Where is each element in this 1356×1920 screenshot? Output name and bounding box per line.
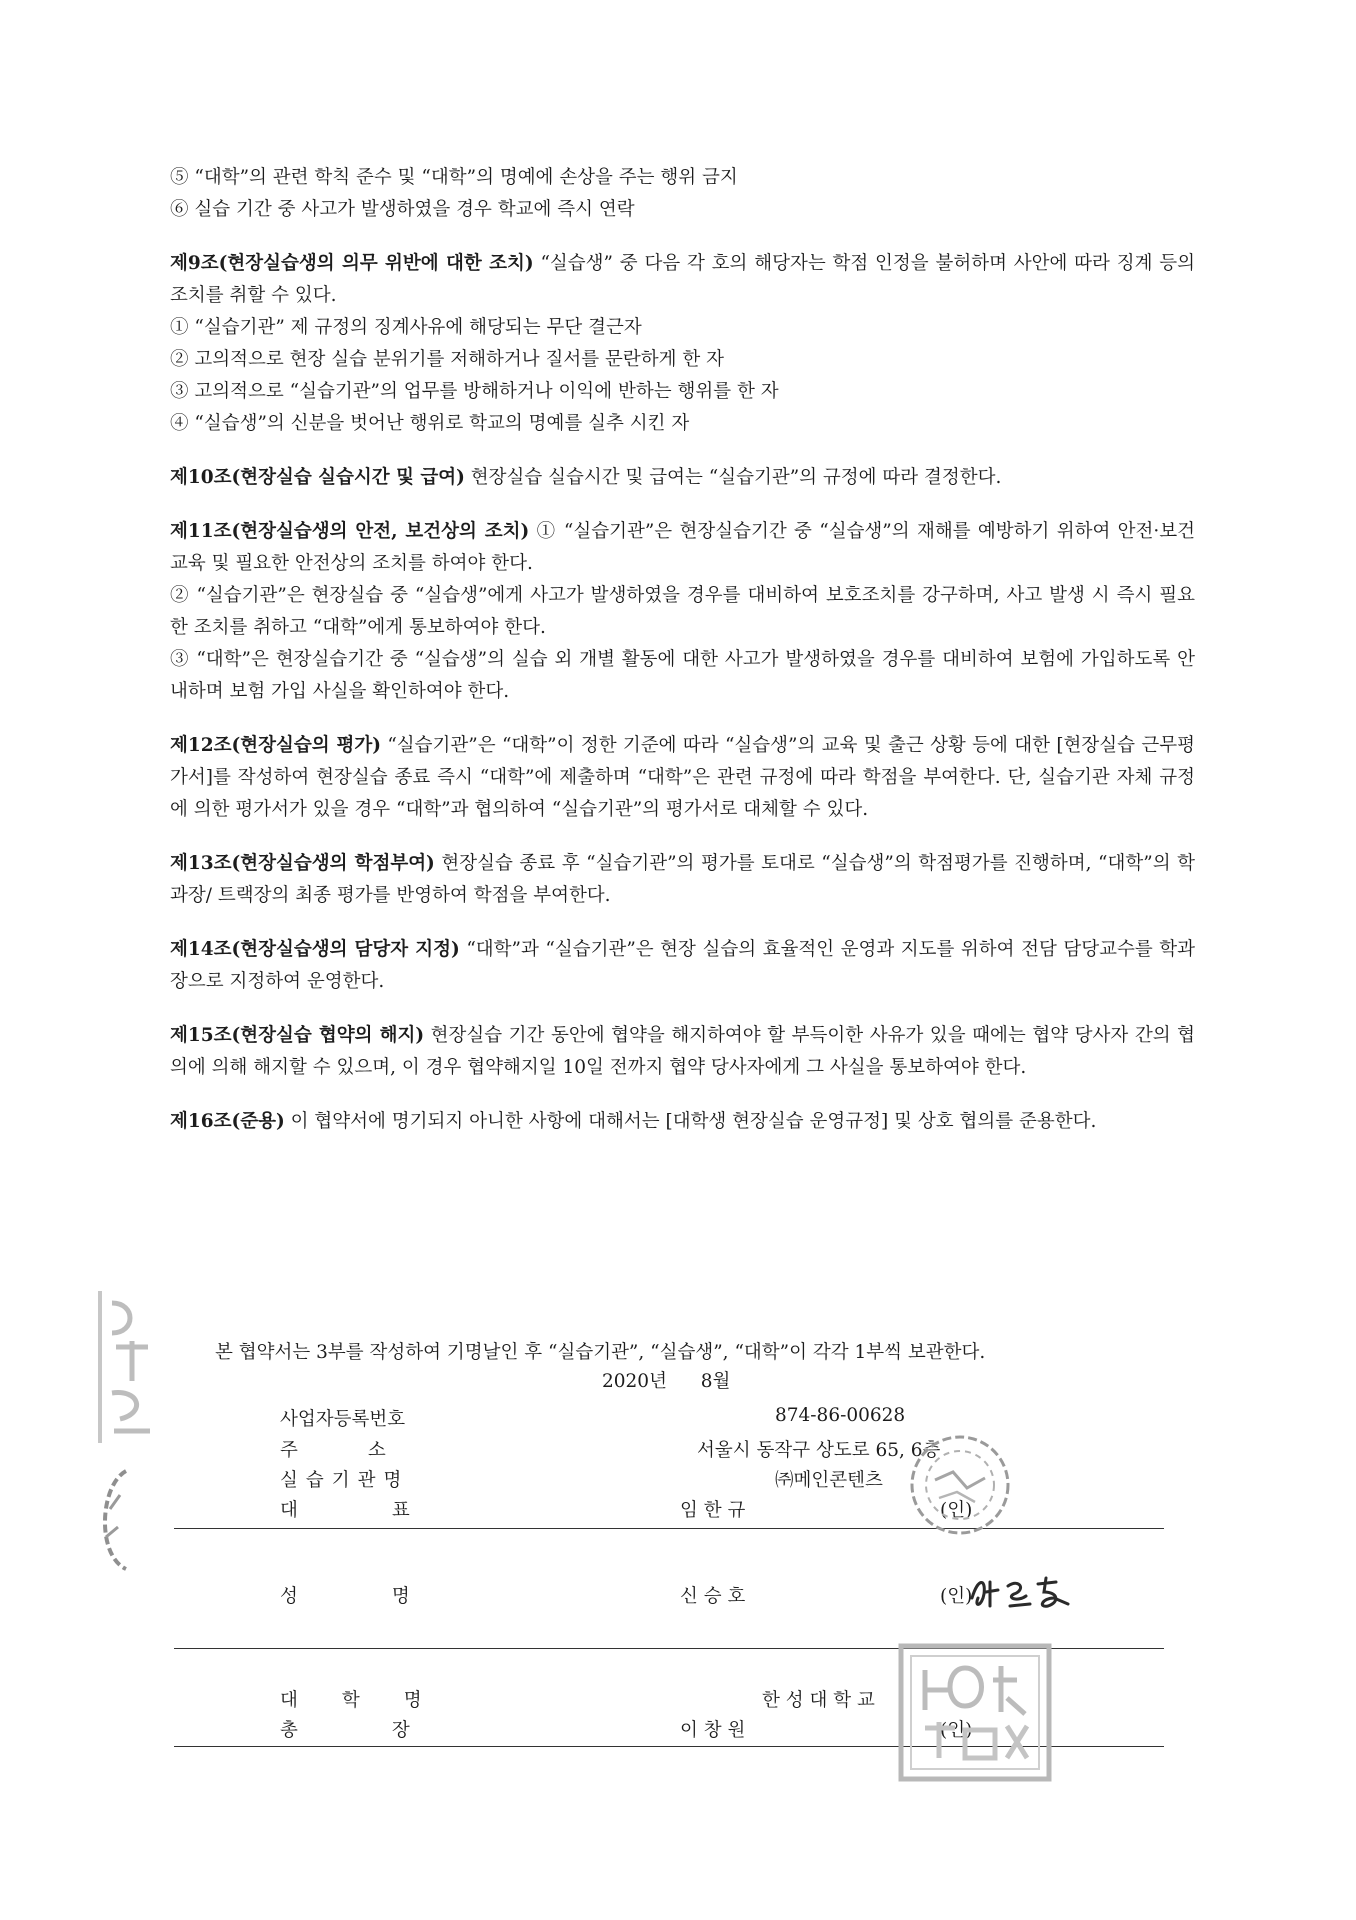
- list-item: ⑤ “대학”의 관련 학칙 준수 및 “대학”의 명예에 손상을 주는 행위 금지: [170, 167, 738, 188]
- student-name-value: 신 승 호: [680, 1586, 746, 1607]
- article-heading: 제15조(현장실습 협약의 해지): [170, 1025, 425, 1046]
- representative-label: [280, 1496, 504, 1522]
- article-heading: 제9조(현장실습생의 의무 위반에 대한 조치): [170, 253, 534, 274]
- list-item: ① “실습기관” 제 규정의 징계사유에 해당되는 무단 결근자: [170, 317, 642, 338]
- margin-stamp-icon: [90, 1285, 160, 1450]
- article-12: [170, 730, 1195, 826]
- student-signature-icon: [968, 1568, 1078, 1616]
- president-value: 이 창 원: [680, 1720, 746, 1741]
- company-stamp-icon: [905, 1430, 1015, 1540]
- article-heading: 제16조(준용): [170, 1111, 285, 1132]
- article-heading: 제13조(현장실습생의 학점부여): [170, 853, 435, 874]
- article-9: [170, 248, 1195, 440]
- address-value: 서울시 동작구 상도로 65, 6층: [697, 1440, 941, 1461]
- article-13: [170, 848, 1195, 912]
- divider: [174, 1528, 1164, 1529]
- article-11: [170, 516, 1195, 708]
- institution-name-label-text: 실습기관명: [280, 1470, 410, 1491]
- continuation-list: [170, 162, 1195, 226]
- article-16: [170, 1106, 1195, 1138]
- article-text: “대학”과 “실습기관”은 현장 실습의 효율적인 운영과 지도를 위하여 전담 담당교수를 학과장으로 지정하여 운영한다.: [170, 939, 1195, 992]
- university-seal-icon: [895, 1640, 1055, 1785]
- article-10: [170, 462, 1195, 494]
- article-text: 현장실습 기간 동안에 협약을 해지하여야 할 부득이한 사유가 있을 때에는 협약 당사자 간의 협의에 의해 해지할 수 있으며, 이 경우 협약해지일 10일 전까지 협약 당사자에게 그 사실을 통보하여야 한다.: [170, 1025, 1195, 1078]
- article-heading: 제14조(현장실습생의 담당자 지정): [170, 939, 460, 960]
- student-seal-mark: (인): [940, 1586, 973, 1607]
- list-item: ④ “실습생”의 신분을 벗어난 행위로 학교의 명예를 실추 시킨 자: [170, 413, 690, 434]
- institution-seal-mark: (인): [940, 1500, 973, 1521]
- article-14: [170, 934, 1195, 998]
- institution-name-label: [280, 1466, 420, 1492]
- reg-number-label: 사업자등록번호: [280, 1409, 406, 1430]
- article-text: 이 협약서에 명기되지 아니한 사항에 대해서는 [대학생 현장실습 운영규정] 및 상호 협의를 준용한다.: [290, 1111, 1097, 1132]
- date-year: 2020년: [602, 1371, 667, 1392]
- address-label-text: 주소: [280, 1440, 456, 1461]
- representative-value: 임 한 규: [680, 1500, 746, 1521]
- article-heading: 제12조(현장실습의 평가): [170, 735, 381, 756]
- student-name-label: [280, 1582, 504, 1608]
- representative-label-text: 대표: [280, 1500, 504, 1521]
- article-heading: 제11조(현장실습생의 안전, 보건상의 조치): [170, 521, 530, 542]
- article-text: 현장실습 종료 후 “실습기관”의 평가를 토대로 “실습생”의 학점평가를 진행하며, “대학”의 학과장/ 트랙장의 최종 평가를 반영하여 학점을 부여한다.: [170, 853, 1196, 906]
- article-heading: 제10조(현장실습 실습시간 및 급여): [170, 467, 465, 488]
- list-item: ② 고의적으로 현장 실습 분위기를 저해하거나 질서를 문란하게 한 자: [170, 349, 724, 370]
- date-month: 8월: [700, 1371, 731, 1392]
- article-text: ① “실습기관”은 현장실습기간 중 “실습생”의 재해를 예방하기 위하여 안전·보건 교육 및 필요한 안전상의 조치를 하여야 한다.: [170, 521, 1196, 574]
- institution-name-value: ㈜메인콘텐츠: [775, 1470, 883, 1491]
- article-text: ② “실습기관”은 현장실습 중 “실습생”에게 사고가 발생하였을 경우를 대비하여 보호조치를 강구하며, 사고 발생 시 즉시 필요한 조치를 취하고 “대학”에게 통보하여야 한다.: [170, 585, 1195, 638]
- article-text: “실습생” 중 다음 각 호의 해당자는 학점 인정을 불허하며 사안에 따라 징계 등의 조치를 취할 수 있다.: [170, 253, 1195, 306]
- article-text: “실습기관”은 “대학”이 정한 기준에 따라 “실습생”의 교육 및 출근 상황 등에 대한 [현장실습 근무평가서]를 작성하여 현장실습 종료 즉시 “대학”에 제출하며 “대학”은 관련 규정에 따라 학점을 부여한다. 단, 실습기관 자체 규정에 의한 평가서가 있을 경우 “대학”과 협의하여 “실습기관”의 평가서로 대체할 수 있다.: [170, 735, 1195, 820]
- university-seal-mark: (인): [940, 1720, 973, 1741]
- closing-statement: 본 협약서는 3부를 작성하여 기명날인 후 “실습기관”, “실습생”, “대학”이 각각 1부씩 보관한다.: [215, 1342, 986, 1363]
- list-item: ⑥ 실습 기간 중 사고가 발생하였을 경우 학교에 즉시 연락: [170, 199, 635, 220]
- article-text: ③ “대학”은 현장실습기간 중 “실습생”의 실습 외 개별 활동에 대한 사고가 발생하였을 경우를 대비하여 보험에 가입하도록 안내하며 보험 가입 사실을 확인하여야 한다.: [170, 649, 1195, 702]
- university-name-label-text: 대학명: [280, 1690, 466, 1711]
- student-name-label-text: 성명: [280, 1586, 504, 1607]
- contract-date: [602, 1367, 730, 1393]
- contract-body: [170, 162, 1195, 1138]
- article-15: [170, 1020, 1195, 1084]
- margin-stamp-icon: [90, 1465, 130, 1575]
- list-item: ③ 고의적으로 “실습기관”의 업무를 방해하거나 이익에 반하는 행위를 한 자: [170, 381, 779, 402]
- article-text: 현장실습 실습시간 및 급여는 “실습기관”의 규정에 따라 결정한다.: [470, 467, 1002, 488]
- president-label: [280, 1716, 504, 1742]
- university-name-label: [280, 1686, 466, 1712]
- address-label: [280, 1436, 456, 1462]
- university-name-value: 한 성 대 학 교: [762, 1690, 875, 1711]
- reg-number-value: 874-86-00628: [775, 1405, 906, 1426]
- president-label-text: 총장: [280, 1720, 504, 1741]
